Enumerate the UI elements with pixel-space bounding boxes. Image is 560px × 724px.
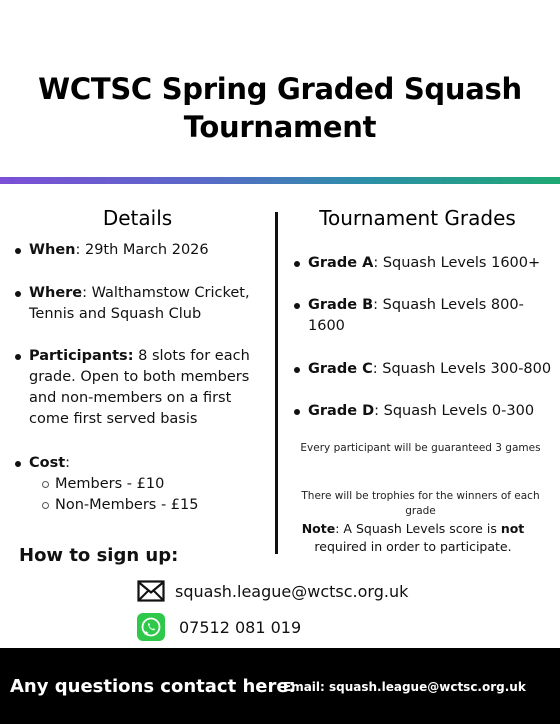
grade-b-label: Grade B bbox=[308, 297, 374, 313]
when-value: : 29th March 2026 bbox=[75, 242, 209, 258]
trophies-note: There will be trophies for the winners of each grade bbox=[301, 490, 540, 517]
grade-c-value: : Squash Levels 300-800 bbox=[372, 361, 552, 377]
title-line-2: Tournament bbox=[183, 110, 377, 144]
footer bbox=[0, 648, 560, 724]
grade-a-item bbox=[308, 253, 558, 274]
when-label: When bbox=[29, 242, 76, 258]
note-label: Note bbox=[301, 521, 336, 536]
grade-d-value: : Squash Levels 0-300 bbox=[374, 403, 535, 419]
participants-value: 8 slots for each grade. Open to both members and non-members on a first come first served basis bbox=[29, 348, 250, 427]
cost-non-members: Non-Members - £15 bbox=[55, 495, 198, 516]
where-label: Where bbox=[29, 285, 83, 301]
grade-d-label: Grade D bbox=[308, 403, 375, 419]
envelope-icon bbox=[137, 577, 165, 605]
footer-question: Any questions contact here: bbox=[10, 676, 296, 697]
note-text-2: required in order to participate. bbox=[314, 539, 512, 554]
where-item bbox=[29, 283, 269, 325]
participants-label: Participants: bbox=[29, 348, 134, 364]
grade-b-item bbox=[308, 295, 528, 337]
where-value: : Walthamstow Cricket, Tennis and Squash Club bbox=[29, 285, 250, 322]
cost-colon: : bbox=[65, 455, 71, 471]
grade-a-value: : Squash Levels 1600+ bbox=[373, 255, 541, 271]
grades-heading: Tournament Grades bbox=[319, 206, 516, 230]
cost-members: Members - £10 bbox=[55, 474, 198, 495]
column-divider bbox=[275, 212, 278, 554]
cost-label: Cost bbox=[29, 455, 66, 471]
phone-number[interactable]: 07512 081 019 bbox=[179, 617, 302, 637]
whatsapp-icon bbox=[137, 613, 165, 641]
guarantee-note: Every participant will be guaranteed 3 games bbox=[300, 442, 541, 454]
cost-item bbox=[29, 453, 269, 474]
grade-c-item bbox=[308, 359, 558, 380]
participants-item bbox=[29, 346, 269, 430]
grade-d-item bbox=[308, 401, 558, 422]
levels-note bbox=[288, 520, 538, 556]
details-heading: Details bbox=[102, 206, 173, 230]
note-text-1: : A Squash Levels score is bbox=[335, 521, 501, 536]
email-link[interactable]: squash.league@wctsc.org.uk bbox=[175, 581, 409, 601]
title-line-1: WCTSC Spring Graded Squash bbox=[38, 72, 522, 106]
email-contact bbox=[137, 577, 408, 605]
grade-c-label: Grade C bbox=[308, 361, 373, 377]
grade-a-label: Grade A bbox=[308, 255, 374, 271]
signup-heading: How to sign up: bbox=[19, 545, 179, 566]
gradient-divider bbox=[0, 177, 560, 184]
grade-b-value: : Squash Levels 800-1600 bbox=[308, 297, 524, 334]
page-title bbox=[0, 70, 560, 146]
phone-contact bbox=[137, 613, 301, 641]
cost-list bbox=[55, 474, 198, 516]
note-not: not bbox=[500, 521, 525, 536]
when-item bbox=[29, 240, 269, 261]
footer-email[interactable]: Email: squash.league@wctsc.org.uk bbox=[283, 680, 526, 694]
